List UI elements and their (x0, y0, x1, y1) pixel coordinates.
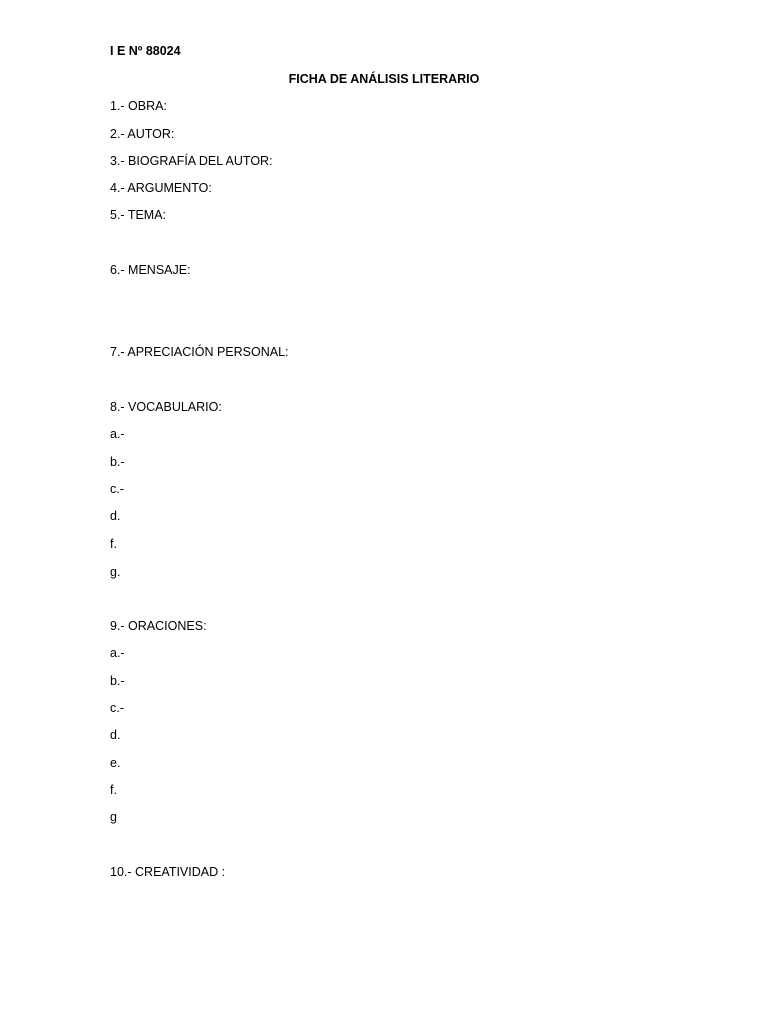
oraciones-item: g (110, 810, 117, 824)
oraciones-item: c.- (110, 701, 124, 715)
oraciones-item: e. (110, 756, 121, 770)
field-vocabulario: 8.- VOCABULARIO: (110, 400, 222, 414)
oraciones-item: a.- (110, 646, 125, 660)
vocabulario-item: a.- (110, 427, 125, 441)
field-mensaje: 6.- MENSAJE: (110, 263, 191, 277)
field-apreciacion: 7.- APRECIACIÓN PERSONAL: (110, 345, 289, 359)
field-oraciones: 9.- ORACIONES: (110, 619, 207, 633)
oraciones-item: b.- (110, 674, 125, 688)
vocabulario-item: c.- (110, 482, 124, 496)
vocabulario-item: f. (110, 537, 117, 551)
document-title: FICHA DE ANÁLISIS LITERARIO (288, 72, 480, 86)
field-autor: 2.- AUTOR: (110, 127, 175, 141)
vocabulario-item: b.- (110, 455, 125, 469)
field-tema: 5.- TEMA: (110, 208, 167, 222)
field-argumento: 4.- ARGUMENTO: (110, 181, 212, 195)
school-name: I E Nº 88024 (110, 44, 181, 58)
oraciones-item: d. (110, 728, 121, 742)
vocabulario-item: g. (110, 565, 121, 579)
field-obra: 1.- OBRA: (110, 99, 167, 113)
field-creatividad: 10.- CREATIVIDAD : (110, 865, 226, 879)
field-biografia: 3.- BIOGRAFÍA DEL AUTOR: (110, 154, 273, 168)
vocabulario-item: d. (110, 509, 121, 523)
oraciones-item: f. (110, 783, 117, 797)
